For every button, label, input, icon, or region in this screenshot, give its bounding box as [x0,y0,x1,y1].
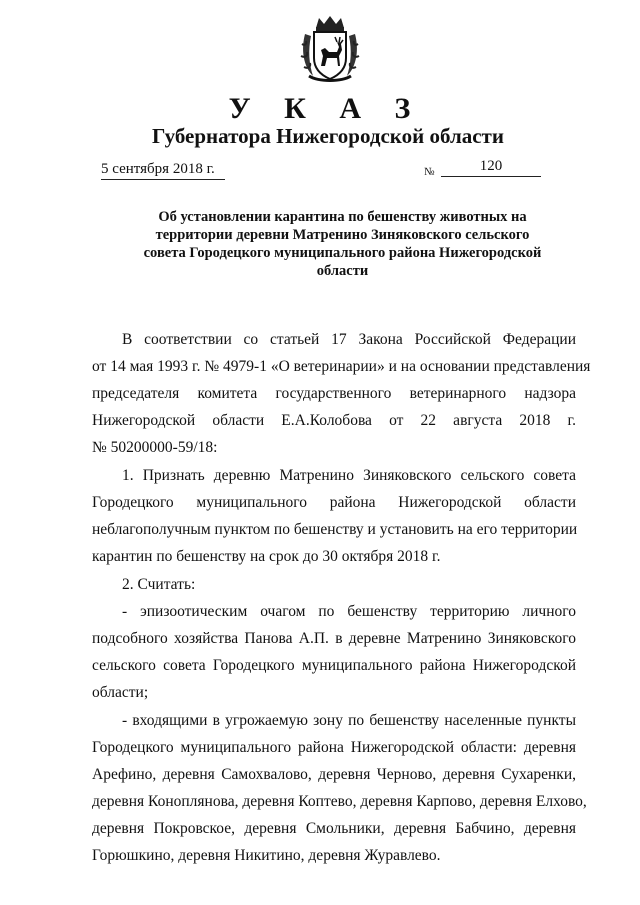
body-line: Горюшкино, деревня Никитино, деревня Журавлево. [92,847,441,864]
body-line: - входящими в угрожаемую зону по бешенству населенные пункты [122,712,576,729]
heading-line: области [316,263,369,279]
decree-date: 5 сентября 2018 г. [101,161,225,180]
body-line: сельского совета Городецкого муниципального района Нижегородской [92,657,576,674]
heading-line: территории деревни Матренино Зиняковского сельского [155,227,530,243]
body-line: области; [92,684,149,701]
body-line: Арефино, деревня Самохвалово, деревня Черново, деревня Сухаренки, [92,766,576,783]
body-line: - эпизоотическим очагом по бешенству территорию личного [122,603,576,620]
body-line: подсобного хозяйства Панова А.П. в деревне Матренино Зиняковского [92,630,576,647]
decree-title: У К А З [228,92,424,125]
number-label: № [424,166,435,178]
coat-of-arms-icon [299,14,361,84]
body-line: 2. Считать: [122,576,196,593]
body-line: № 50200000-59/18: [92,439,218,456]
decree-issuer: Губернатора Нижегородской области [152,124,504,148]
body-line: председателя комитета государственного ветеринарного надзора [92,385,576,402]
decree-number: 120 [441,158,541,177]
body-line: В соответствии со статьей 17 Закона Российской Федерации [122,331,576,348]
body-line: деревня Покровское, деревня Смольники, деревня Бабчино, деревня [92,820,576,837]
body-line: деревня Коноплянова, деревня Коптево, деревня Карпово, деревня Елхово, [92,793,587,810]
body-line: 1. Признать деревню Матренино Зиняковского сельского совета [122,467,576,484]
body-line: неблагополучным пунктом по бешенству и установить на его территории [92,521,578,538]
heading-line: Об установлении карантина по бешенству животных на [158,209,527,225]
body-line: Нижегородской области Е.А.Колобова от 22 августа 2018 г. [92,412,576,429]
body-line: от 14 мая 1993 г. № 4979-1 «О ветеринарии» и на основании представления [92,358,591,375]
body-line: Городецкого муниципального района Нижегородской области [92,494,576,511]
body-line: карантин по бешенству на срок до 30 октября 2018 г. [92,548,441,565]
decree-heading [130,208,555,280]
body-line: Городецкого муниципального района Нижегородской области: деревня [92,739,576,756]
heading-line: совета Городецкого муниципального района Нижегородской [143,245,542,261]
